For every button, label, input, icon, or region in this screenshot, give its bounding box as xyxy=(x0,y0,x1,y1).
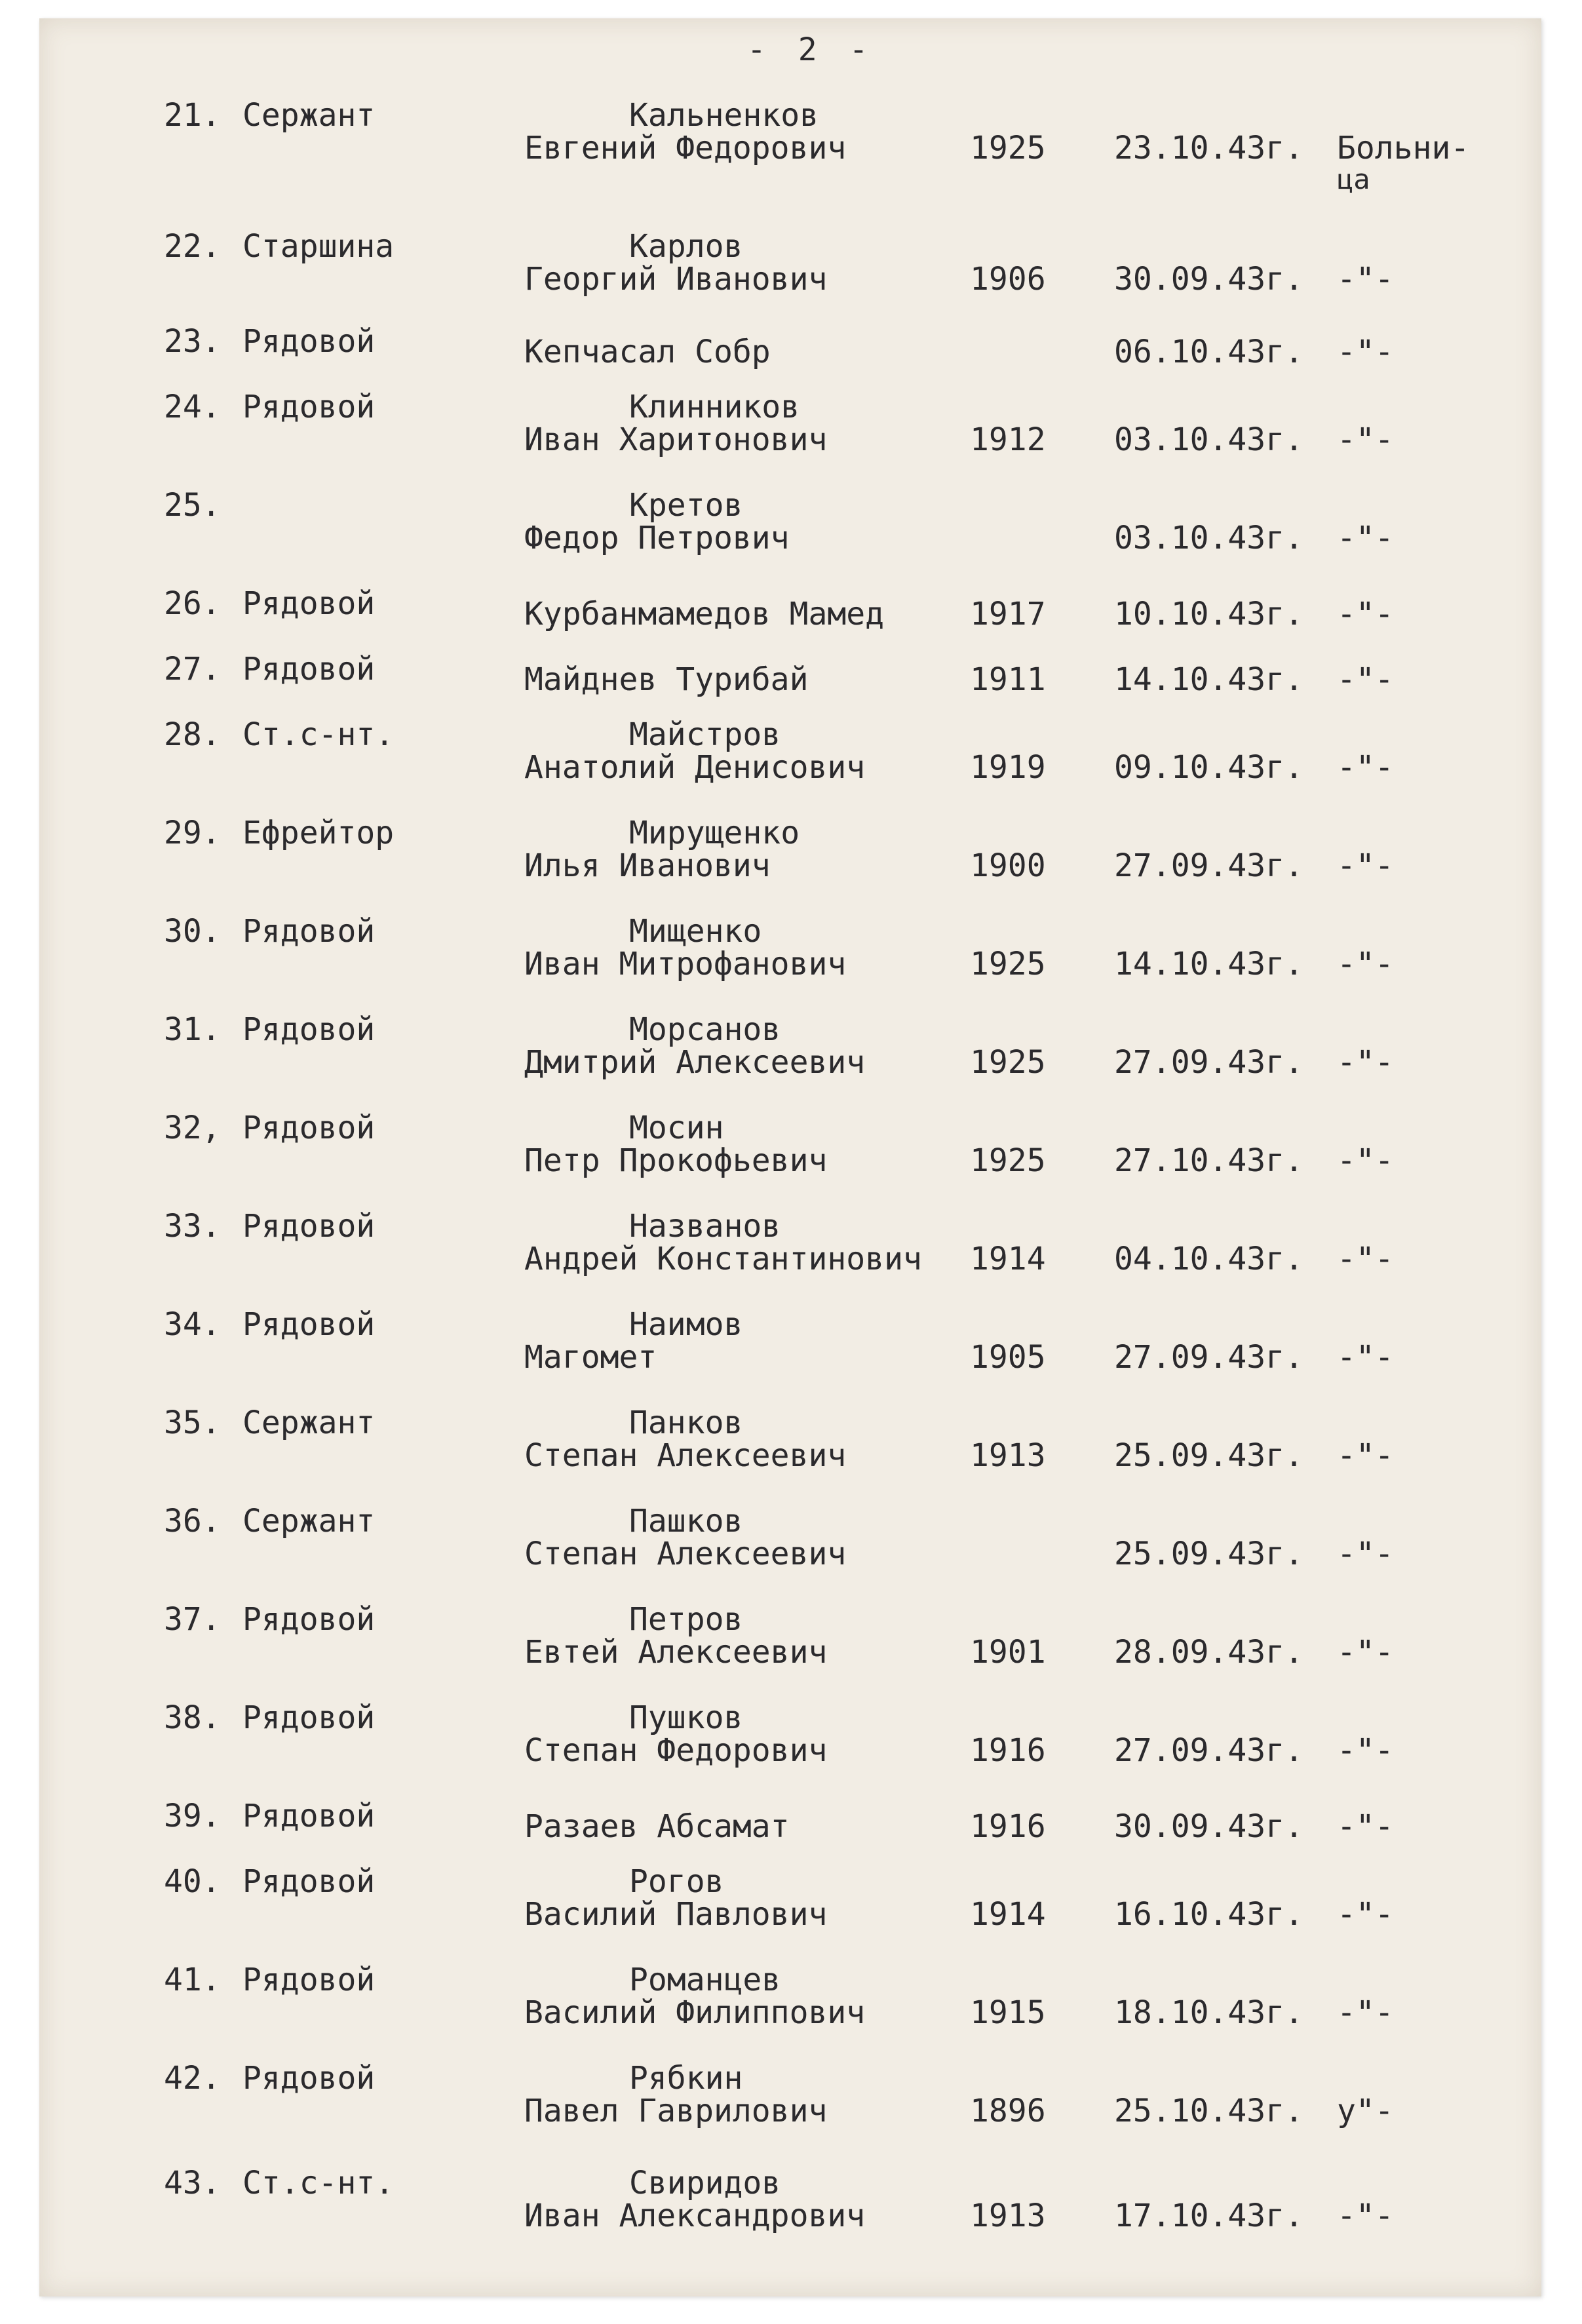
entry-number: 22. xyxy=(164,228,221,265)
fate-ditto: -"- xyxy=(1337,1142,1394,1179)
entry-number: 36. xyxy=(164,1503,221,1540)
rank: Сержант xyxy=(242,1404,376,1441)
surname: Петров xyxy=(629,1601,743,1638)
list-row xyxy=(39,2060,1541,2152)
surname: Рябкин xyxy=(629,2060,743,2097)
birth-year: 1917 xyxy=(970,596,1046,632)
date: 27.09.43г. xyxy=(1114,1044,1303,1081)
given-name: Иван Харитонович xyxy=(524,421,828,458)
surname: Карлов xyxy=(629,228,743,265)
given-name: Степан Алексеевич xyxy=(524,1536,847,1572)
date: 17.10.43г. xyxy=(1114,2198,1303,2234)
list-row xyxy=(39,1699,1541,1791)
rank: Рядовой xyxy=(242,1110,376,1146)
birth-year: 1914 xyxy=(970,1896,1046,1933)
fate-ditto: -"- xyxy=(1337,1536,1394,1572)
given-name: Василий Павлович xyxy=(524,1896,828,1933)
date: 30.09.43г. xyxy=(1114,1808,1303,1845)
full-name: Майднев Турибай xyxy=(524,661,809,698)
birth-year: 1925 xyxy=(970,1142,1046,1179)
surname: Клинников xyxy=(629,389,800,425)
date: 04.10.43г. xyxy=(1114,1241,1303,1277)
list-row xyxy=(39,1404,1541,1496)
full-name: Курбанмамедов Мамед xyxy=(524,596,885,632)
given-name: Анатолий Денисович xyxy=(524,749,866,786)
rank: Рядовой xyxy=(242,1208,376,1245)
birth-year: 1915 xyxy=(970,1994,1046,2031)
entry-number: 23. xyxy=(164,323,221,360)
birth-year: 1901 xyxy=(970,1634,1046,1671)
surname: Рогов xyxy=(629,1863,724,1900)
rank: Рядовой xyxy=(242,323,376,360)
date: 27.10.43г. xyxy=(1114,1142,1303,1179)
rank: Рядовой xyxy=(242,1962,376,1998)
date: 30.09.43г. xyxy=(1114,261,1303,298)
birth-year: 1900 xyxy=(970,847,1046,884)
list-row xyxy=(39,1601,1541,1693)
birth-year: 1912 xyxy=(970,421,1046,458)
fate-ditto: -"- xyxy=(1337,1896,1394,1933)
date: 14.10.43г. xyxy=(1114,946,1303,982)
date: 28.09.43г. xyxy=(1114,1634,1303,1671)
document-page xyxy=(39,18,1541,2296)
rank: Рядовой xyxy=(242,585,376,622)
birth-year: 1925 xyxy=(970,130,1046,166)
entry-number: 25. xyxy=(164,487,221,524)
rank: Рядовой xyxy=(242,1699,376,1736)
surname: Морсанов xyxy=(629,1011,781,1048)
rank: Рядовой xyxy=(242,2060,376,2097)
rank: Ст.с-нт. xyxy=(242,2165,395,2201)
page-number: - 2 - xyxy=(747,31,875,68)
rank: Рядовой xyxy=(242,389,376,425)
date: 25.09.43г. xyxy=(1114,1437,1303,1474)
birth-year: 1906 xyxy=(970,261,1046,298)
rank: Рядовой xyxy=(242,913,376,950)
full-name: Разаев Абсамат xyxy=(524,1808,790,1845)
list-row xyxy=(39,389,1541,480)
list-row xyxy=(39,2165,1541,2256)
entry-number: 31. xyxy=(164,1011,221,1048)
list-row xyxy=(39,487,1541,579)
birth-year: 1925 xyxy=(970,946,1046,982)
entry-number: 37. xyxy=(164,1601,221,1638)
birth-year: 1911 xyxy=(970,661,1046,698)
given-name: Дмитрий Алексеевич xyxy=(524,1044,866,1081)
birth-year: 1896 xyxy=(970,2093,1046,2129)
fate-ditto: -"- xyxy=(1337,661,1394,698)
fate-ditto: -"- xyxy=(1337,946,1394,982)
list-row xyxy=(39,1110,1541,1201)
rank: Сержант xyxy=(242,1503,376,1540)
entry-number: 39. xyxy=(164,1798,221,1834)
fate-ditto: Больни- xyxy=(1337,130,1470,166)
surname: Мосин xyxy=(629,1110,724,1146)
date: 16.10.43г. xyxy=(1114,1896,1303,1933)
entry-number: 32, xyxy=(164,1110,221,1146)
entry-number: 24. xyxy=(164,389,221,425)
rank: Рядовой xyxy=(242,1306,376,1343)
entry-number: 40. xyxy=(164,1863,221,1900)
fate-ditto: -"- xyxy=(1337,596,1394,632)
date: 27.09.43г. xyxy=(1114,1732,1303,1769)
rank: Рядовой xyxy=(242,1863,376,1900)
surname: Панков xyxy=(629,1404,743,1441)
list-row xyxy=(39,1011,1541,1103)
entry-number: 34. xyxy=(164,1306,221,1343)
entry-number: 42. xyxy=(164,2060,221,2097)
fate-ditto: -"- xyxy=(1337,1339,1394,1376)
given-name: Степан Алексеевич xyxy=(524,1437,847,1474)
date: 14.10.43г. xyxy=(1114,661,1303,698)
list-row xyxy=(39,1503,1541,1595)
surname: Пашков xyxy=(629,1503,743,1540)
birth-year: 1914 xyxy=(970,1241,1046,1277)
date: 25.10.43г. xyxy=(1114,2093,1303,2129)
surname: Кретов xyxy=(629,487,743,524)
given-name: Георгий Иванович xyxy=(524,261,828,298)
list-row xyxy=(39,815,1541,906)
surname: Свиридов xyxy=(629,2165,781,2201)
given-name: Евтей Алексеевич xyxy=(524,1634,828,1671)
list-row xyxy=(39,1306,1541,1398)
rank: Рядовой xyxy=(242,1011,376,1048)
birth-year: 1916 xyxy=(970,1808,1046,1845)
fate-ditto: -"- xyxy=(1337,1241,1394,1277)
entry-number: 35. xyxy=(164,1404,221,1441)
given-name: Евгений Федорович xyxy=(524,130,847,166)
date: 09.10.43г. xyxy=(1114,749,1303,786)
date: 10.10.43г. xyxy=(1114,596,1303,632)
entry-number: 38. xyxy=(164,1699,221,1736)
list-row xyxy=(39,913,1541,1005)
entry-number: 28. xyxy=(164,716,221,753)
given-name: Степан Федорович xyxy=(524,1732,828,1769)
birth-year: 1905 xyxy=(970,1339,1046,1376)
fate-ditto: -"- xyxy=(1337,1044,1394,1081)
fate-ditto: -"- xyxy=(1337,421,1394,458)
date: 27.09.43г. xyxy=(1114,847,1303,884)
given-name: Андрей Константинович xyxy=(524,1241,922,1277)
entry-number: 41. xyxy=(164,1962,221,1998)
birth-year: 1925 xyxy=(970,1044,1046,1081)
given-name: Илья Иванович xyxy=(524,847,771,884)
rank: Рядовой xyxy=(242,1798,376,1834)
given-name: Федор Петрович xyxy=(524,520,790,556)
surname: Кальненков xyxy=(629,97,819,134)
rank: Сержант xyxy=(242,97,376,134)
surname: Названов xyxy=(629,1208,781,1245)
fate-ditto: -"- xyxy=(1337,1994,1394,2031)
full-name: Кепчасал Собр xyxy=(524,334,771,370)
birth-year: 1913 xyxy=(970,1437,1046,1474)
rank: Ст.с-нт. xyxy=(242,716,395,753)
entry-number: 33. xyxy=(164,1208,221,1245)
given-name: Магомет xyxy=(524,1339,657,1376)
given-name: Павел Гаврилович xyxy=(524,2093,828,2129)
list-row xyxy=(39,1962,1541,2053)
surname: Пушков xyxy=(629,1699,743,1736)
date: 18.10.43г. xyxy=(1114,1994,1303,2031)
list-row xyxy=(39,716,1541,808)
given-name: Иван Александрович xyxy=(524,2198,866,2234)
fate-ditto: -"- xyxy=(1337,749,1394,786)
date: 27.09.43г. xyxy=(1114,1339,1303,1376)
rank: Старшина xyxy=(242,228,395,265)
date: 25.09.43г. xyxy=(1114,1536,1303,1572)
rank: Ефрейтор xyxy=(242,815,395,851)
birth-year: 1916 xyxy=(970,1732,1046,1769)
fate-ditto: -"- xyxy=(1337,1808,1394,1845)
rank: Рядовой xyxy=(242,1601,376,1638)
birth-year: 1919 xyxy=(970,749,1046,786)
fate-ditto: у"- xyxy=(1337,2093,1394,2129)
date: 23.10.43г. xyxy=(1114,130,1303,166)
list-row xyxy=(39,97,1541,195)
entry-number: 21. xyxy=(164,97,221,134)
fate-ditto: -"- xyxy=(1337,2198,1394,2234)
fate-ditto: -"- xyxy=(1337,847,1394,884)
surname: Мирущенко xyxy=(629,815,800,851)
surname: Наимов xyxy=(629,1306,743,1343)
date: 06.10.43г. xyxy=(1114,334,1303,370)
fate-ditto: -"- xyxy=(1337,1732,1394,1769)
date: 03.10.43г. xyxy=(1114,520,1303,556)
list-row xyxy=(39,1863,1541,1955)
given-name: Василий Филиппович xyxy=(524,1994,866,2031)
entry-number: 26. xyxy=(164,585,221,622)
list-row xyxy=(39,228,1541,320)
entry-number: 30. xyxy=(164,913,221,950)
given-name: Иван Митрофанович xyxy=(524,946,847,982)
rank: Рядовой xyxy=(242,651,376,688)
surname: Романцев xyxy=(629,1962,781,1998)
date: 03.10.43г. xyxy=(1114,421,1303,458)
surname: Майстров xyxy=(629,716,781,753)
birth-year: 1913 xyxy=(970,2198,1046,2234)
fate-ditto: -"- xyxy=(1337,334,1394,370)
given-name: Петр Прокофьевич xyxy=(524,1142,828,1179)
fate-ditto: -"- xyxy=(1337,520,1394,556)
fate-ditto: -"- xyxy=(1337,261,1394,298)
entry-number: 27. xyxy=(164,651,221,688)
entry-number: 43. xyxy=(164,2165,221,2201)
fate-ditto: -"- xyxy=(1337,1634,1394,1671)
surname: Мищенко xyxy=(629,913,762,950)
entry-number: 29. xyxy=(164,815,221,851)
list-row xyxy=(39,1208,1541,1300)
fate-continuation: ца xyxy=(1337,163,1370,195)
fate-ditto: -"- xyxy=(1337,1437,1394,1474)
